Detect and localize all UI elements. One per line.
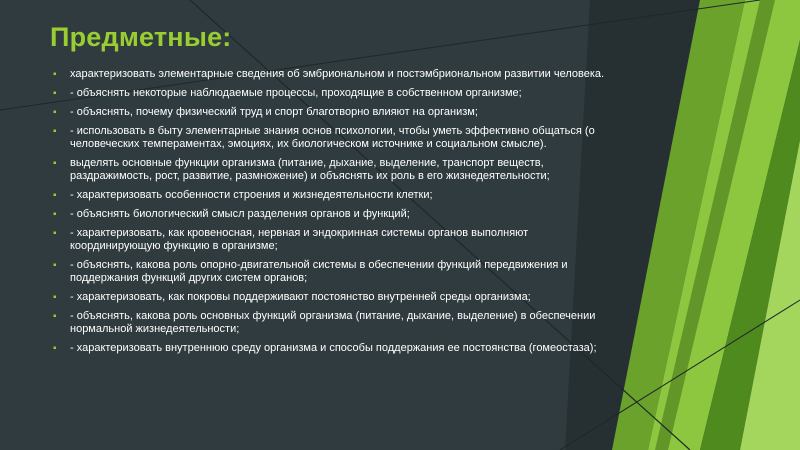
bullet-text: выделять основные функции организма (питание, дыхание, выделение, транспорт веществ, раздражимость, рост, развитие, размножение) и объяснять их роль в его жизнедеятельности; (70, 157, 550, 182)
bullet-marker-icon: ▪ (53, 126, 57, 137)
bullet-marker-icon: ▪ (53, 343, 57, 354)
bullet-marker-icon: ▪ (53, 311, 57, 322)
bullet-item (53, 208, 613, 221)
bullet-item (53, 157, 613, 183)
bullet-text: характеризовать элементарные сведения об эмбриональном и постэмбриональном развитии человека. (70, 68, 605, 80)
bullet-marker-icon: ▪ (53, 209, 57, 220)
bullet-text: - объяснять биологический смысл разделения органов и функций; (70, 208, 410, 220)
bullet-text: - объяснять, какова роль основных функций организма (питание, дыхание, выделение) в обеспечении нормальной жизнедеятельности; (70, 310, 596, 335)
bullet-item (53, 106, 613, 119)
bullet-item (53, 310, 613, 336)
bullet-text: - характеризовать, как кровеносная, нервная и эндокринная системы органов выполняют координирующую функцию в организме; (70, 227, 529, 252)
bullet-text: - использовать в быту элементарные знания основ психологии, чтобы уметь эффективно общаться (о человеческих темпераментах, эмоциях, их биологическом источнике и социальном смысле). (70, 125, 595, 150)
bullet-list (53, 68, 613, 361)
bullet-marker-icon: ▪ (53, 107, 57, 118)
bullet-text: - объяснять, какова роль опорно-двигательной системы в обеспечении функций передвижения и поддержания функций других систем органов; (70, 259, 568, 284)
bullet-item (53, 189, 613, 202)
bullet-marker-icon: ▪ (53, 190, 57, 201)
bullet-text: - объяснять, почему физический труд и спорт благотворно влияют на организм; (70, 106, 478, 118)
bullet-marker-icon: ▪ (53, 292, 57, 303)
bullet-marker-icon: ▪ (53, 88, 57, 99)
bullet-item (53, 68, 613, 81)
bullet-item (53, 259, 613, 285)
bullet-text: - характеризовать особенности строения и жизнедеятельности клетки; (70, 189, 433, 201)
bullet-item (53, 291, 613, 304)
bullet-marker-icon: ▪ (53, 228, 57, 239)
bullet-text: - характеризовать внутреннюю среду организма и способы поддержания ее постоянства (гомеостаза); (70, 342, 597, 354)
bullet-item (53, 342, 613, 355)
slide-title: Предметные: (50, 22, 232, 52)
bullet-marker-icon: ▪ (53, 69, 57, 80)
bullet-marker-icon: ▪ (53, 158, 57, 169)
bullet-item (53, 227, 613, 253)
bullet-item (53, 125, 613, 151)
bullet-marker-icon: ▪ (53, 260, 57, 271)
bullet-text: - объяснять некоторые наблюдаемые процессы, проходящие в собственном организме; (70, 87, 522, 99)
bullet-item (53, 87, 613, 100)
bullet-text: - характеризовать, как покровы поддерживают постоянство внутренней среды организма; (70, 291, 531, 303)
